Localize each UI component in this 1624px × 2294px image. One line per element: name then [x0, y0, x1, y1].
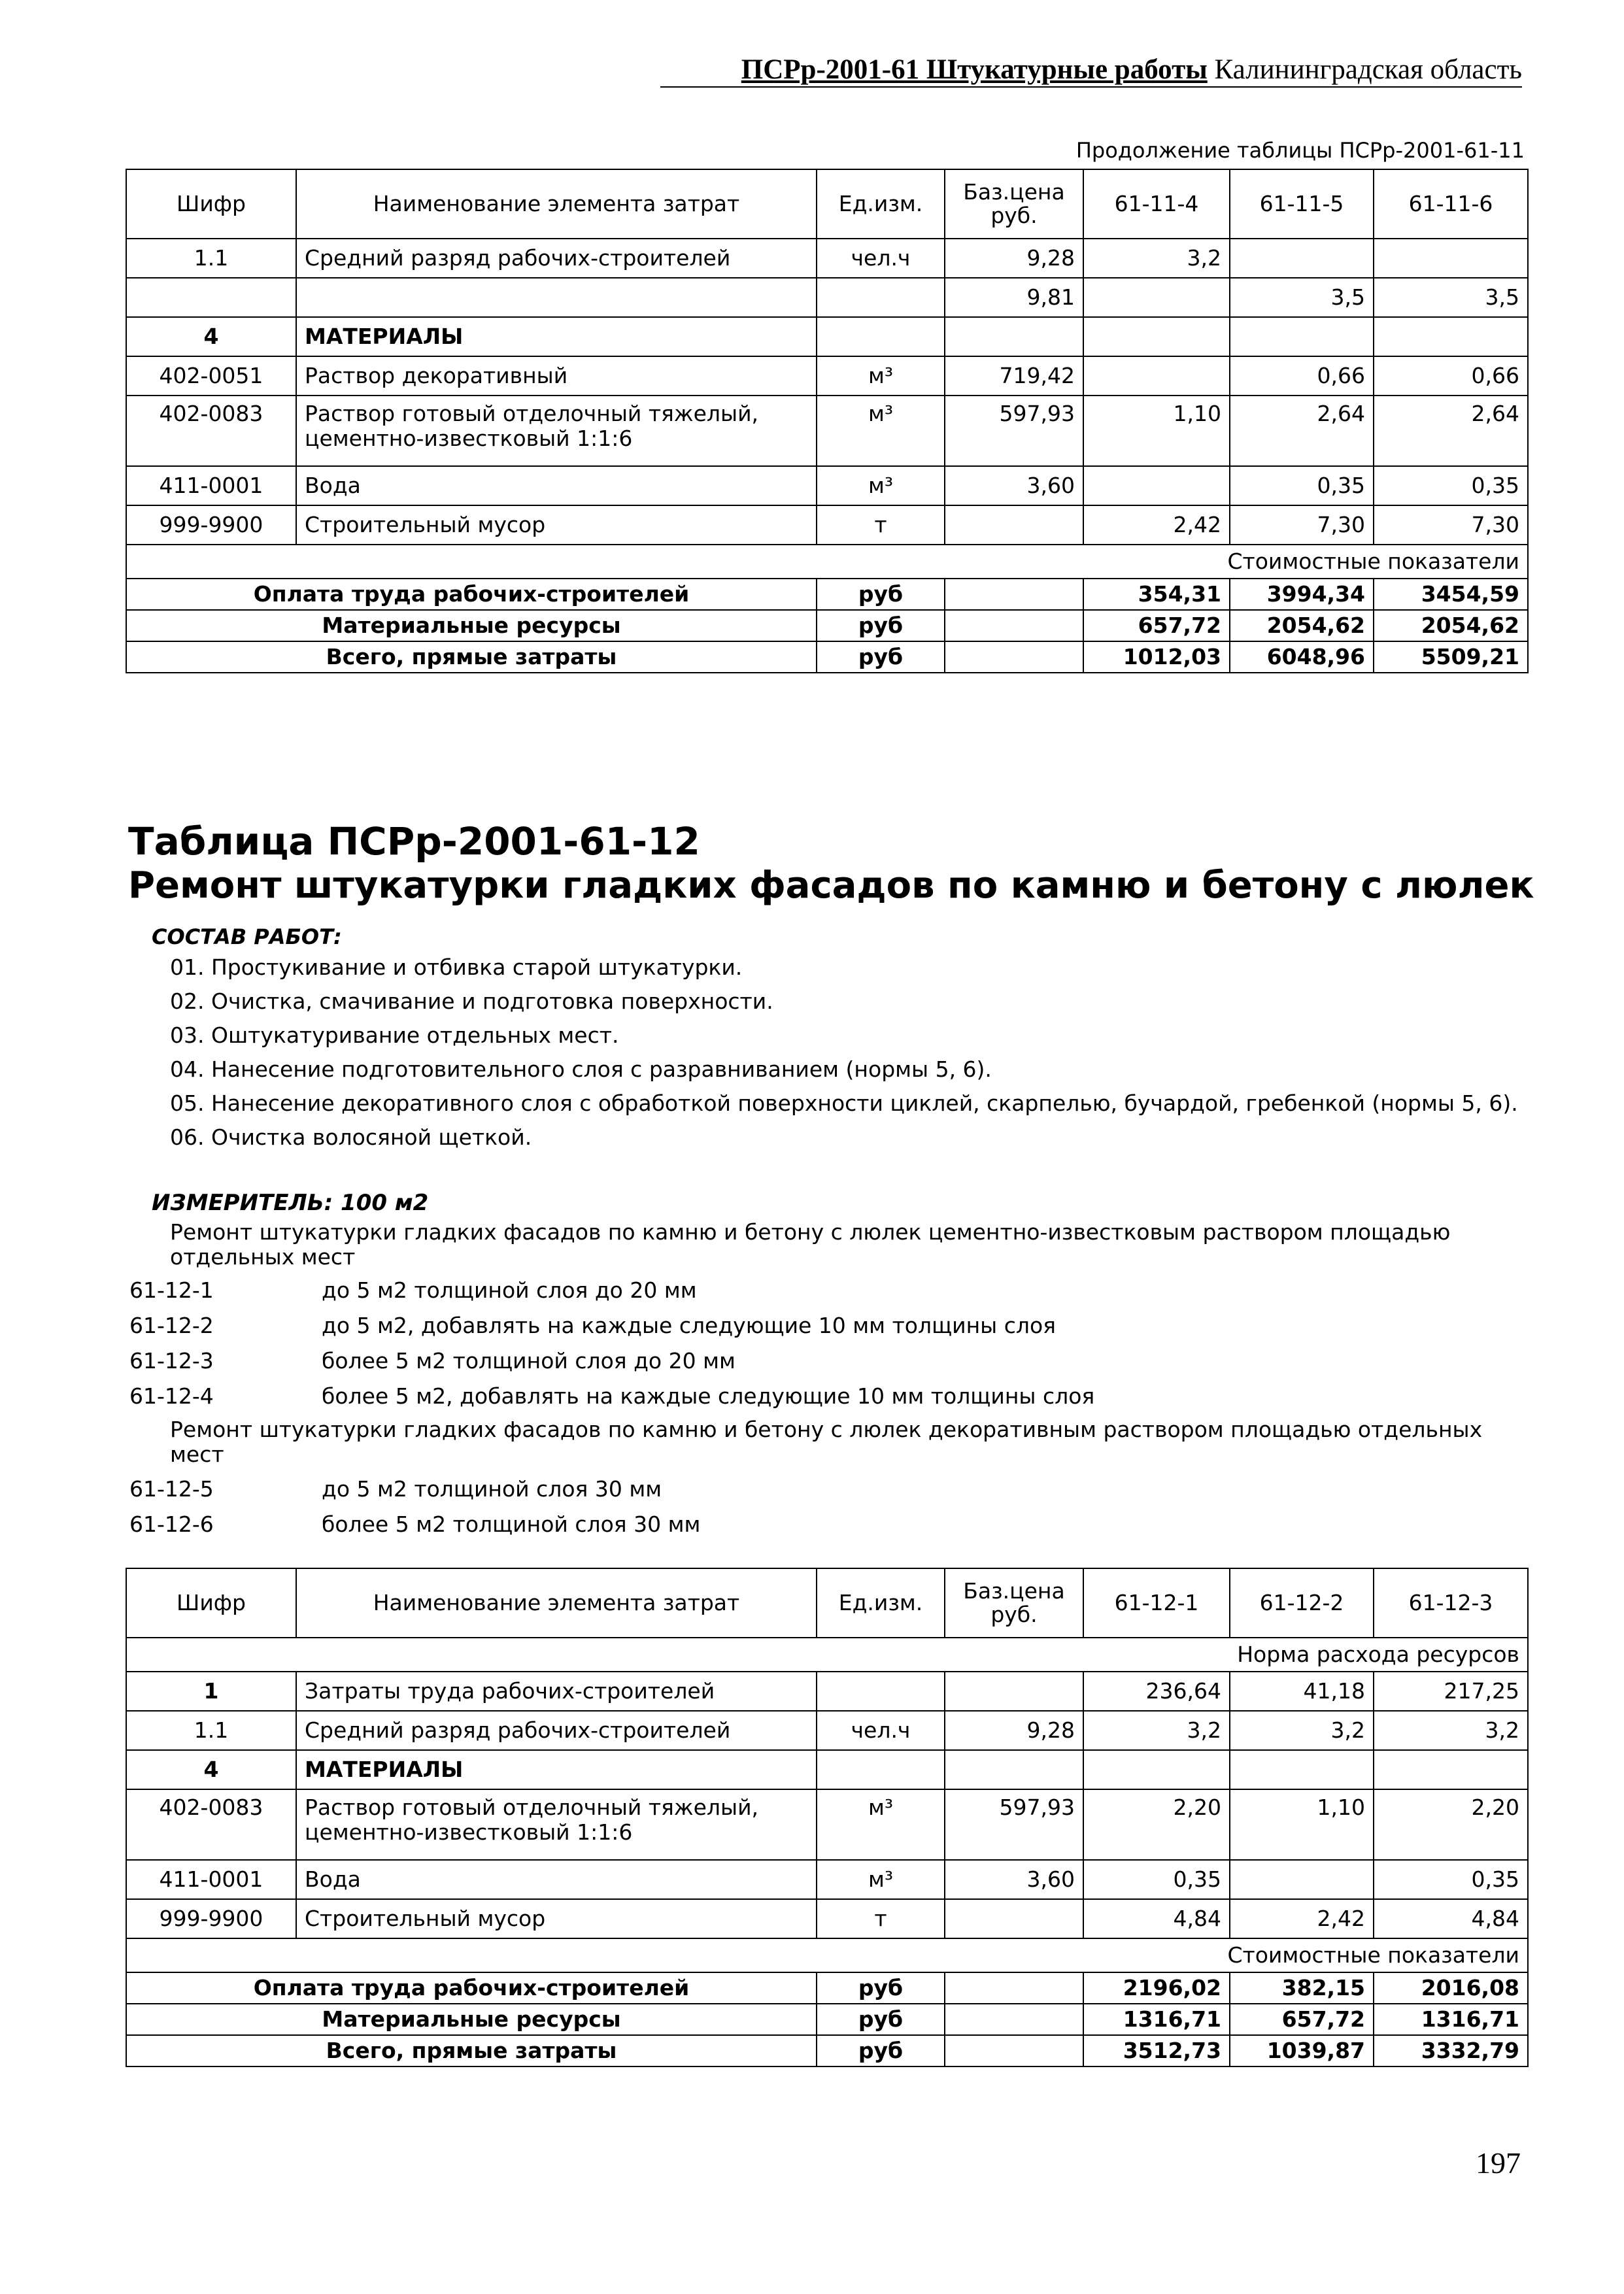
cell: 999-9900 [126, 1899, 296, 1938]
norm-text: более 5 м2 толщиной слоя 30 мм [322, 1511, 701, 1537]
norm-code: 61-12-5 [129, 1476, 214, 1502]
cell [1230, 1750, 1374, 1789]
cell: 217,25 [1374, 1672, 1528, 1711]
total-value: 2054,62 [1230, 610, 1374, 641]
cell: 9,28 [945, 1711, 1083, 1750]
cell [126, 278, 296, 317]
cell: 4,84 [1374, 1899, 1528, 1938]
norm-code: 61-12-4 [129, 1383, 214, 1409]
total-value: 657,72 [1230, 2004, 1374, 2035]
cost-indicators-header: Стоимостные показатели [126, 1938, 1528, 1972]
cell: Вода [296, 466, 817, 505]
norm-item [129, 1313, 1502, 1348]
cell: Раствор декоративный [296, 356, 817, 396]
cell: 402-0083 [126, 396, 296, 466]
cell: Затраты труда рабочих-строителей [296, 1672, 817, 1711]
cell: 3,2 [1374, 1711, 1528, 1750]
total-value: 1039,87 [1230, 2035, 1374, 2066]
operation-item: 05. Нанесение декоративного слоя с обработкой поверхности циклей, скарпелью, бучардой, гребенкой (нормы 5, 6). [170, 1090, 1518, 1116]
cell: Средний разряд рабочих-строителей [296, 1711, 817, 1750]
total-unit: руб [817, 610, 945, 641]
cell [1230, 239, 1374, 278]
column-header: Баз.цена руб. [945, 169, 1083, 239]
norm-text: более 5 м2, добавлять на каждые следующие 10 мм толщины слоя [322, 1383, 1095, 1409]
cell: 7,30 [1374, 505, 1528, 545]
cell: Строительный мусор [296, 1899, 817, 1938]
table-row [126, 239, 1528, 278]
cell: 1,10 [1230, 1789, 1374, 1860]
meter-line [152, 1190, 428, 1216]
column-header: Наименование элемента затрат [296, 1568, 817, 1638]
norm-text: до 5 м2 толщиной слоя до 20 мм [322, 1277, 697, 1303]
operation-item: 01. Простукивание и отбивка старой штукатурки. [170, 954, 743, 980]
norm-header-row [126, 1638, 1528, 1672]
total-value: 3454,59 [1374, 579, 1528, 610]
table-row [126, 505, 1528, 545]
section-title: Таблица ПСРр-2001-61-12 [128, 819, 700, 864]
totals-row [126, 579, 1528, 610]
cell: Средний разряд рабочих-строителей [296, 239, 817, 278]
cell: 3,2 [1083, 239, 1230, 278]
section-heading: МАТЕРИАЛЫ [296, 1750, 817, 1789]
header-region: Калининградская область [1207, 54, 1522, 85]
cell: 41,18 [1230, 1672, 1374, 1711]
cost-indicators-header: Стоимостные показатели [126, 545, 1528, 579]
cell: чел.ч [817, 1711, 945, 1750]
column-header: Шифр [126, 169, 296, 239]
table-row [126, 317, 1528, 356]
total-value: 1316,71 [1083, 2004, 1230, 2035]
column-header: 61-12-3 [1374, 1568, 1528, 1638]
resource-table-61-12 [126, 1568, 1529, 2067]
total-value: 2196,02 [1083, 1972, 1230, 2004]
cell: 2,42 [1083, 505, 1230, 545]
totals-row [126, 2004, 1528, 2035]
cell [945, 1899, 1083, 1938]
table-row [126, 1711, 1528, 1750]
cell: м³ [817, 466, 945, 505]
cell: 1,10 [1083, 396, 1230, 466]
totals-row [126, 610, 1528, 641]
cell [945, 1672, 1083, 1711]
norm-item [129, 1277, 1502, 1313]
cell [945, 579, 1083, 610]
cell [1083, 356, 1230, 396]
table-row [126, 396, 1528, 466]
total-unit: руб [817, 2004, 945, 2035]
cell [945, 1972, 1083, 2004]
cell: 3,60 [945, 466, 1083, 505]
cell: Раствор готовый отделочный тяжелый, цементно-известковый 1:1:6 [296, 1789, 817, 1860]
cell: 999-9900 [126, 505, 296, 545]
column-header: 61-11-6 [1374, 169, 1528, 239]
cell [1083, 466, 1230, 505]
cell: чел.ч [817, 239, 945, 278]
table-row [126, 1899, 1528, 1938]
cell: м³ [817, 1860, 945, 1899]
operation-item: 03. Оштукатуривание отдельных мест. [170, 1022, 619, 1048]
group-description: Ремонт штукатурки гладких фасадов по камню и бетону с люлек декоративным раствором площадью отдельных мест [170, 1417, 1483, 1467]
resource-table-61-11 [126, 169, 1529, 673]
total-label: Материальные ресурсы [126, 2004, 817, 2035]
cell: 4,84 [1083, 1899, 1230, 1938]
cell: 2,20 [1083, 1789, 1230, 1860]
table-row [126, 1789, 1528, 1860]
column-header: 61-11-4 [1083, 169, 1230, 239]
table-row [126, 1750, 1528, 1789]
section-subtitle: Ремонт штукатурки гладких фасадов по камню и бетону с люлек [128, 864, 1534, 907]
cell: 0,35 [1374, 1860, 1528, 1899]
cell: Вода [296, 1860, 817, 1899]
total-unit: руб [817, 2035, 945, 2066]
total-value: 657,72 [1083, 610, 1230, 641]
cell [1083, 317, 1230, 356]
cell: 402-0051 [126, 356, 296, 396]
table-row [126, 1672, 1528, 1711]
operation-item: 06. Очистка волосяной щеткой. [170, 1124, 532, 1150]
total-value: 5509,21 [1374, 641, 1528, 673]
cell: 9,81 [945, 278, 1083, 317]
meter-value: 100 м2 [333, 1190, 429, 1216]
resource-norm-header: Норма расхода ресурсов [126, 1638, 1528, 1672]
cell: 2,20 [1374, 1789, 1528, 1860]
cell: 0,35 [1230, 466, 1374, 505]
total-unit: руб [817, 1972, 945, 2004]
total-label: Всего, прямые затраты [126, 2035, 817, 2066]
cell: т [817, 1899, 945, 1938]
table-header-row [126, 169, 1528, 239]
running-header [660, 54, 1522, 88]
cell: м³ [817, 396, 945, 466]
work-composition-label: СОСТАВ РАБОТ: [152, 924, 342, 949]
cell [817, 1750, 945, 1789]
page-number: 197 [1476, 2146, 1521, 2180]
total-value: 354,31 [1083, 579, 1230, 610]
total-unit: руб [817, 641, 945, 673]
total-label: Всего, прямые затраты [126, 641, 817, 673]
total-value: 2016,08 [1374, 1972, 1528, 2004]
cell [1083, 1750, 1230, 1789]
cell: 2,42 [1230, 1899, 1374, 1938]
total-value: 3332,79 [1374, 2035, 1528, 2066]
cell: 3,5 [1374, 278, 1528, 317]
cell: 0,35 [1374, 466, 1528, 505]
total-label: Оплата труда рабочих-строителей [126, 1972, 817, 2004]
column-header: Ед.изм. [817, 1568, 945, 1638]
total-value: 382,15 [1230, 1972, 1374, 2004]
cell: 0,66 [1374, 356, 1528, 396]
cell: 597,93 [945, 396, 1083, 466]
table-continuation-caption: Продолжение таблицы ПСРр-2001-61-11 [1075, 138, 1525, 163]
group-description: Ремонт штукатурки гладких фасадов по камню и бетону с люлек цементно-известковым раствором площадью отдельных мест [170, 1219, 1451, 1270]
cell: 4 [126, 1750, 296, 1789]
norm-code: 61-12-2 [129, 1313, 214, 1338]
total-label: Оплата труда рабочих-строителей [126, 579, 817, 610]
cell: 0,35 [1083, 1860, 1230, 1899]
total-value: 6048,96 [1230, 641, 1374, 673]
totals-row [126, 641, 1528, 673]
norm-item [129, 1383, 1502, 1419]
cell: 411-0001 [126, 466, 296, 505]
section-heading: МАТЕРИАЛЫ [296, 317, 817, 356]
cell [817, 317, 945, 356]
column-header: Наименование элемента затрат [296, 169, 817, 239]
norm-code-list [129, 1277, 1502, 1419]
norm-item [129, 1476, 1502, 1511]
cell: 402-0083 [126, 1789, 296, 1860]
cell: 0,66 [1230, 356, 1374, 396]
total-value: 1012,03 [1083, 641, 1230, 673]
cost-header-row [126, 1938, 1528, 1972]
cell [1374, 239, 1528, 278]
cell: Раствор готовый отделочный тяжелый, цементно-известковый 1:1:6 [296, 396, 817, 466]
cell: 1.1 [126, 239, 296, 278]
cell: 3,60 [945, 1860, 1083, 1899]
operation-item: 04. Нанесение подготовительного слоя с разравниванием (нормы 5, 6). [170, 1056, 992, 1082]
cell [817, 278, 945, 317]
cell: Строительный мусор [296, 505, 817, 545]
cell: м³ [817, 356, 945, 396]
table-row [126, 466, 1528, 505]
norm-code-list [129, 1476, 1502, 1547]
total-unit: руб [817, 579, 945, 610]
table-row [126, 356, 1528, 396]
cell [945, 641, 1083, 673]
column-header: 61-11-5 [1230, 169, 1374, 239]
cell [1374, 317, 1528, 356]
cell: 1 [126, 1672, 296, 1711]
cell: 2,64 [1230, 396, 1374, 466]
column-header: Шифр [126, 1568, 296, 1638]
cell: 236,64 [1083, 1672, 1230, 1711]
operation-item: 02. Очистка, смачивание и подготовка поверхности. [170, 988, 773, 1014]
cell [945, 317, 1083, 356]
cell: 3,2 [1230, 1711, 1374, 1750]
table-header-row [126, 1568, 1528, 1638]
cell [1083, 278, 1230, 317]
norm-item [129, 1511, 1502, 1547]
norm-code: 61-12-6 [129, 1511, 214, 1537]
cell: 597,93 [945, 1789, 1083, 1860]
column-header: Баз.цена руб. [945, 1568, 1083, 1638]
cell: 2,64 [1374, 396, 1528, 466]
cell [817, 1672, 945, 1711]
header-code-title: ПСРр-2001-61 Штукатурные работы [741, 54, 1208, 85]
cell: 411-0001 [126, 1860, 296, 1899]
column-header: 61-12-1 [1083, 1568, 1230, 1638]
total-value: 3994,34 [1230, 579, 1374, 610]
cell: 719,42 [945, 356, 1083, 396]
cost-header-row [126, 545, 1528, 579]
norm-text: более 5 м2 толщиной слоя до 20 мм [322, 1348, 736, 1374]
cell [945, 2004, 1083, 2035]
operations-list [170, 954, 1530, 1158]
cell: 4 [126, 317, 296, 356]
cell [296, 278, 817, 317]
cell [945, 610, 1083, 641]
cell: 1.1 [126, 1711, 296, 1750]
cell [945, 2035, 1083, 2066]
total-label: Материальные ресурсы [126, 610, 817, 641]
totals-row [126, 1972, 1528, 2004]
norm-item [129, 1348, 1502, 1383]
column-header: Ед.изм. [817, 169, 945, 239]
cell: 3,2 [1083, 1711, 1230, 1750]
column-header: 61-12-2 [1230, 1568, 1374, 1638]
cell [945, 1750, 1083, 1789]
table-row [126, 278, 1528, 317]
totals-row [126, 2035, 1528, 2066]
meter-label: ИЗМЕРИТЕЛЬ: [152, 1190, 333, 1216]
cell [1374, 1750, 1528, 1789]
cell: 9,28 [945, 239, 1083, 278]
norm-code: 61-12-3 [129, 1348, 214, 1374]
cell: 7,30 [1230, 505, 1374, 545]
cell: 3,5 [1230, 278, 1374, 317]
norm-text: до 5 м2, добавлять на каждые следующие 10 мм толщины слоя [322, 1313, 1056, 1338]
cell [1230, 317, 1374, 356]
cell: т [817, 505, 945, 545]
norm-code: 61-12-1 [129, 1277, 214, 1303]
cell [1230, 1860, 1374, 1899]
total-value: 2054,62 [1374, 610, 1528, 641]
cell [945, 505, 1083, 545]
total-value: 1316,71 [1374, 2004, 1528, 2035]
norm-text: до 5 м2 толщиной слоя 30 мм [322, 1476, 662, 1502]
total-value: 3512,73 [1083, 2035, 1230, 2066]
cell: м³ [817, 1789, 945, 1860]
table-row [126, 1860, 1528, 1899]
